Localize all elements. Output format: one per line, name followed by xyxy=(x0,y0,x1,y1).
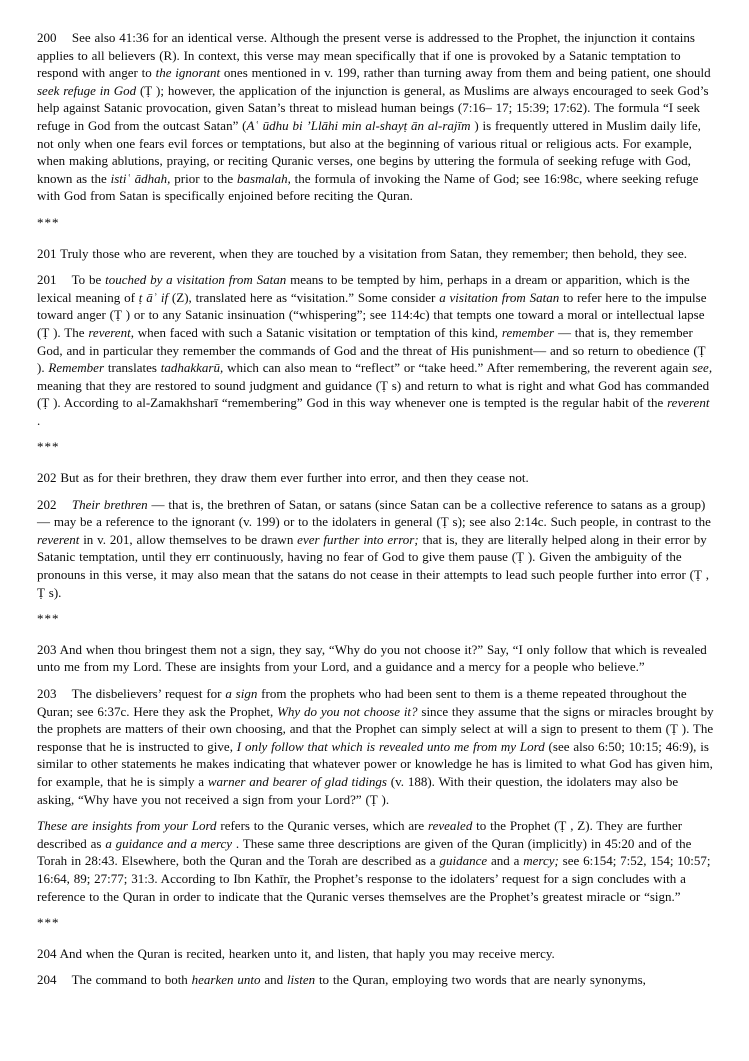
text-run: 203 The disbelievers’ request for xyxy=(37,686,226,701)
italic-text-run: touched by a visitation from Satan xyxy=(105,272,287,288)
italic-text-run: mercy; xyxy=(523,853,559,869)
verse-translation-text xyxy=(37,469,716,487)
text-run: 202 But as for their brethren, they draw them ever further into error, and then they cease not. xyxy=(37,470,529,486)
text-run: 204 And when the Quran is recited, hearken unto it, and listen, that haply you may receive mercy. xyxy=(37,945,555,961)
text-run: 201 To be xyxy=(37,272,106,288)
text-run: and xyxy=(260,972,287,988)
italic-text-run: ever further into error; xyxy=(297,531,419,547)
commentary-paragraph xyxy=(37,971,716,989)
text-run: ones mentioned in v. 199, rather than turning away from them and being patient, one should xyxy=(220,65,715,81)
text-run: . xyxy=(37,395,714,428)
section-separator: *** xyxy=(37,915,60,931)
text-run: (v. 188). With their question, the idolaters may also be asking, “Why have you not received a sign from your Lord?” (Ṭ ). xyxy=(37,773,683,807)
italic-text-run: guidance xyxy=(439,853,488,869)
italic-text-run: Their brethren xyxy=(71,496,148,512)
text-run: meaning that they are restored to sound judgment and guidance (Ṭ s) and return to what is right and what God has commanded (Ṭ ). According to al-Zamakhsharī “remembering” God in this way whenever one is tempted is the regular habit of the xyxy=(37,360,716,411)
text-run: which can also mean to “reflect” or “take heed.” After remembering, the reverent again xyxy=(223,360,693,376)
text-run: to the Prophet (Ṭ , Z). They are further described as xyxy=(37,818,686,851)
italic-text-run: These are insights from your Lord xyxy=(37,818,217,834)
text-run: to refer here to the impulse toward anger (Ṭ ) or to any Satanic insinuation (“whispering”; see 114:4c) that tempts one toward a moral or intellectual lapse (Ṭ ). The xyxy=(37,289,711,340)
text-run: refers to the Quranic verses, which are xyxy=(216,818,429,834)
text-run: 203 And when thou bringest them not a sign, they say, “Why do you not choose it?” Say, “I only follow that which is revealed unto me from my Lord. These are insights from your Lord, and a guidance and a mercy for a people who believe.” xyxy=(37,641,711,675)
italic-text-run: the ignorant xyxy=(155,65,221,81)
commentary-paragraph xyxy=(37,817,716,905)
text-run: see 6:154; 7:52, 154; 10:57; 16:64, 89; 27:77; 31:3. According to Ibn Kathīr, the Prophet’s response to the idolaters’ request for a sign concludes with a reference to the Quran in order to indicate that the Quranic verses themselves are the Prophet’s greatest miracle or “sign.” xyxy=(37,853,715,904)
commentary-paragraph xyxy=(37,271,716,429)
verse-translation-text xyxy=(37,245,716,263)
verse-translation-text xyxy=(37,641,716,676)
italic-text-run: a sign xyxy=(225,686,258,701)
verse-translation-text xyxy=(37,945,716,963)
italic-text-run: reverent, xyxy=(88,324,134,340)
text-run: the formula of invoking the Name of God; see 16:98c, where seeking refuge with God from Satan is specifically enjoined before reciting the Quran. xyxy=(37,170,703,204)
italic-text-run: Why do you not choose it? xyxy=(277,703,418,719)
text-run: from the prophets who had been sent to them is a theme repeated throughout the Quran; see 6:37c. Here they ask the Prophet, xyxy=(37,686,691,719)
text-run: . These same three descriptions are given of the Quran (implicitly) in 45:20 and of the Torah in 28:43. Elsewhere, both the Quran and the Torah are described as a xyxy=(37,835,695,869)
text-run: that is, they are literally helped along in their error by Satanic temptation, until they err continuously, having no fear of God to give them pause (Ṭ ). Given the ambiguity of the pronouns in this verse, it may also mean that the satans do not cease in their attempts to lead such people further into error (Ṭ , Ṭ s). xyxy=(37,531,713,600)
italic-text-run: a guidance and a mercy xyxy=(105,835,233,851)
italic-text-run: seek refuge in God xyxy=(37,82,137,98)
commentary-paragraph xyxy=(37,496,716,602)
text-run: — that is, the brethren of Satan, or satans (since Satan can be a collective reference to satans as a group)— may be a reference to the ignorant (v. 199) or to the idolaters in general (Ṭ s); see also 2:14c. Such people, in contrast to the xyxy=(37,496,715,530)
text-run: ) is frequently uttered in Muslim daily life, not only when one fears evil forces or temptations, but also at the beginning of various ritual or religious acts. For example, when making ablutions, praying, or reciting Quranic verses, one begins by uttering the formula of seeking refuge with God, known as the xyxy=(37,117,705,186)
italic-text-run: listen xyxy=(286,972,316,988)
text-run: in v. 201, allow themselves to be drawn xyxy=(79,531,298,547)
italic-text-run: tadhakkarū, xyxy=(160,360,224,376)
text-run: (see also 6:50; 10:15; 46:9), is similar to other statements he makes indicating that whatever power or knowledge he has is limited to what God has given him, for example, that he is simply a xyxy=(37,738,717,789)
section-separator: *** xyxy=(37,611,60,627)
section-separator: *** xyxy=(37,214,60,230)
italic-text-run: istiʿ ādhah, xyxy=(110,170,171,186)
text-run: when faced with such a Satanic visitation or temptation of this kind, xyxy=(133,324,502,340)
italic-text-run: a visitation from Satan xyxy=(439,289,560,305)
text-run: means to be tempted by him, perhaps in a dream or apparition, which is the lexical meaning of xyxy=(37,272,694,305)
text-run: — that is, they remember God, and in particular they remember the commands of God and the threat of His punishment— and so return to obedience (Ṭ ). xyxy=(37,324,710,376)
text-run: 202 xyxy=(37,496,72,512)
italic-text-run: Aʿ ūdhu bi ’Llāhi min al-shayṭ ān al-rajīm xyxy=(246,117,471,133)
italic-text-run: I only follow that which is revealed unto me from my Lord xyxy=(236,738,545,754)
text-run: prior to the xyxy=(170,170,238,186)
italic-text-run: revealed xyxy=(428,818,473,834)
section-separator: *** xyxy=(37,439,60,455)
italic-text-run: ṭ āʾ if xyxy=(138,289,169,305)
italic-text-run: see, xyxy=(692,360,713,376)
italic-text-run: basmalah, xyxy=(237,170,291,186)
italic-text-run: hearken unto xyxy=(191,972,261,988)
text-run: since they assume that the signs or miracles brought by the prophets are matters of their own choosing, and that the Prophet can simply select at will a sign to present to them (Ṭ ). The response that he is instructed to give, xyxy=(37,703,718,754)
commentary-paragraph xyxy=(37,29,716,205)
italic-text-run: Remember xyxy=(48,360,105,376)
text-run: (Z), translated here as “visitation.” Some consider xyxy=(168,289,440,305)
text-run: 201 Truly those who are reverent, when they are touched by a visitation from Satan, they remember; then behold, they see. xyxy=(37,245,687,261)
text-run: 200 See also 41:36 for an identical verse. Although the present verse is addressed to the Prophet, the injunction it contains applies to all believers (R). In context, this verse may mean specifically that if one is provoked by a Satanic temptation to respond with anger to xyxy=(37,30,699,81)
text-run: and a xyxy=(487,853,524,869)
text-run: (Ṭ ); however, the application of the injunction is general, as Muslims are always encouraged to seek God’s help against Satanic provocation, given Satan’s threat to mislead human beings (7:16– 17; 15:39; 17:62). The formula “I seek refuge in God from the outcast Satan” ( xyxy=(37,82,713,133)
text-run: translates xyxy=(104,360,161,376)
text-run: 204 The command to both xyxy=(37,972,192,988)
italic-text-run: reverent xyxy=(667,395,710,411)
commentary-paragraph xyxy=(37,685,716,808)
page-content xyxy=(37,29,716,989)
text-run: to the Quran, employing two words that are nearly synonyms, xyxy=(315,972,646,988)
italic-text-run: reverent xyxy=(37,531,80,547)
italic-text-run: warner and bearer of glad tidings xyxy=(207,773,387,789)
italic-text-run: remember xyxy=(501,324,555,340)
